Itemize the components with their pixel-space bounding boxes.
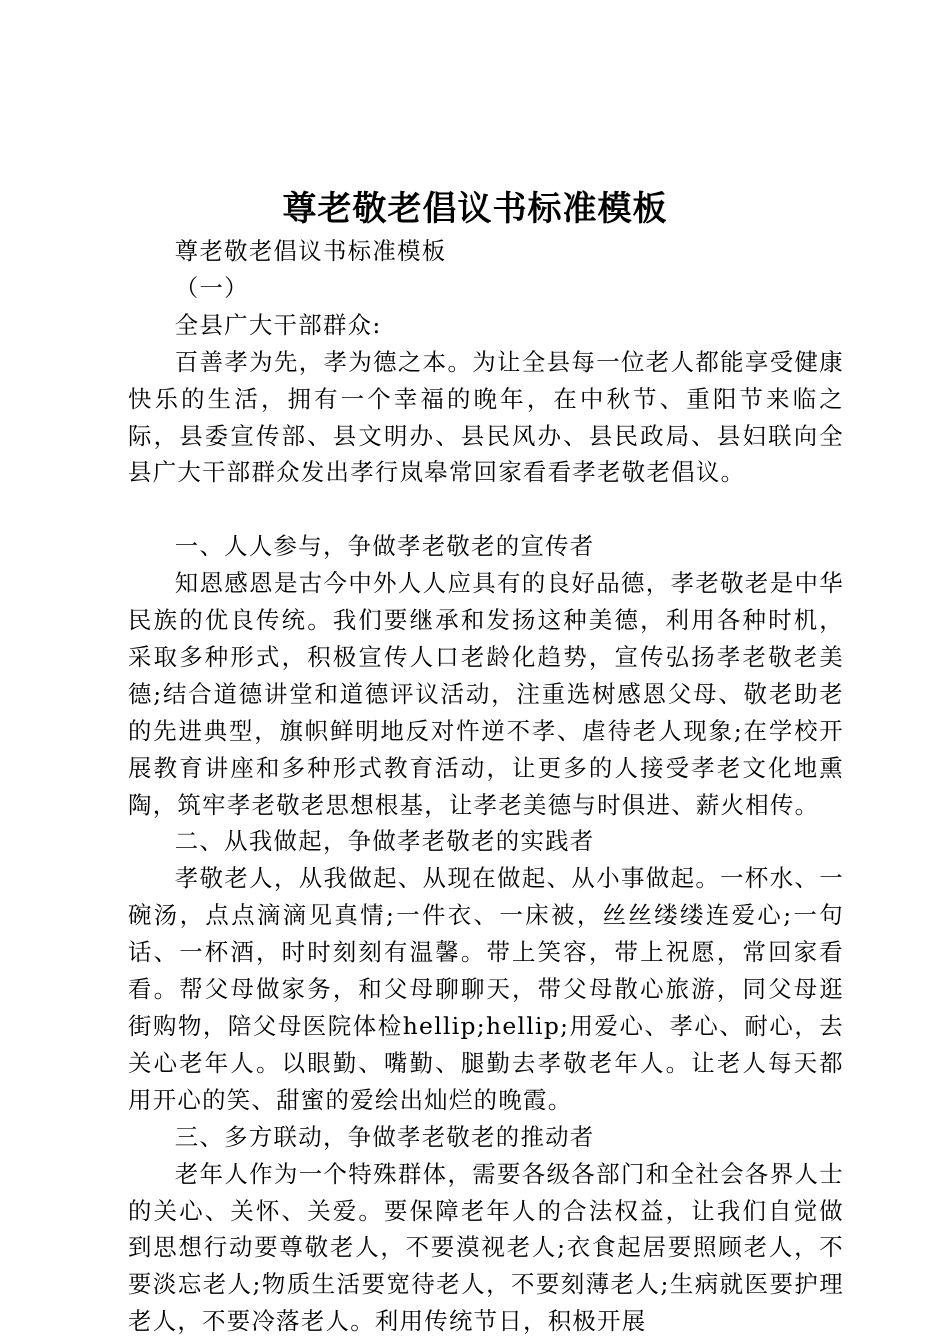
section-heading-2: 二、从我做起，争做孝老敬老的实践者	[174, 827, 595, 856]
section-heading-1: 一、人人参与，争做孝老敬老的宣传者	[174, 532, 595, 561]
intro-paragraph: 百善孝为先，孝为德之本。为让全县每一位老人都能享受健康快乐的生活，拥有一个幸福的晚年，在中秋节、重阳节来临之际，县委宣传部、县文明办、县民风办、县民政局、县妇联向全县广大干部群众发出孝行岚皋常回家看看孝老敬老倡议。	[128, 347, 844, 487]
salutation: 全县广大干部群众:	[174, 310, 382, 339]
blank-line	[128, 491, 844, 528]
section-heading-3: 三、多方联动，争做孝老敬老的推动者	[174, 1122, 595, 1151]
document-title: 尊老敬老倡议书标准模板	[282, 189, 668, 229]
section-number: （一）	[174, 273, 249, 302]
section-paragraph-1: 知恩感恩是古今中外人人应具有的良好品德，孝老敬老是中华民族的优良传统。我们要继承和发扬这种美德，利用各种时机，采取多种形式，积极宣传人口老龄化趋势，宣传弘扬孝老敬老美德;结合道德讲堂和道德评议活动，注重选树感恩父母、敬老助老的先进典型，旗帜鲜明地反对忤逆不孝、虐待老人现象;在学校开展教育讲座和多种形式教育活动，让更多的人接受孝老文化地熏陶，筑牢孝老敬老思想根基，让孝老美德与时俱进、薪火相传。	[128, 569, 844, 819]
section-paragraph-2: 孝敬老人，从我做起、从现在做起、从小事做起。一杯水、一碗汤，点点滴滴见真情;一件衣、一床被，丝丝缕缕连爱心;一句话、一杯酒，时时刻刻有温馨。带上笑容，带上祝愿，常回家看看。帮父母做家务，和父母聊聊天，带父母散心旅游，同父母逛街购物，陪父母医院体检hellip;hellip;用爱心、孝心、耐心，去关心老年人。以眼勤、嘴勤、腿勤去孝敬老年人。让老人每天都用开心的笑、甜蜜的爱绘出灿烂的晚霞。	[128, 864, 844, 1114]
section-paragraph-3: 老年人作为一个特殊群体，需要各级各部门和全社会各界人士的关心、关怀、关爱。要保障老年人的合法权益，让我们自觉做到思想行动要尊敬老人，不要漠视老人;衣食起居要照顾老人，不要淡忘老人;物质生活要宽待老人，不要刻薄老人;生病就医要护理老人，不要冷落老人。利用传统节日，积极开展	[128, 1159, 844, 1336]
subtitle-paragraph: 尊老敬老倡议书标准模板	[174, 237, 447, 265]
document-body	[128, 233, 844, 1340]
